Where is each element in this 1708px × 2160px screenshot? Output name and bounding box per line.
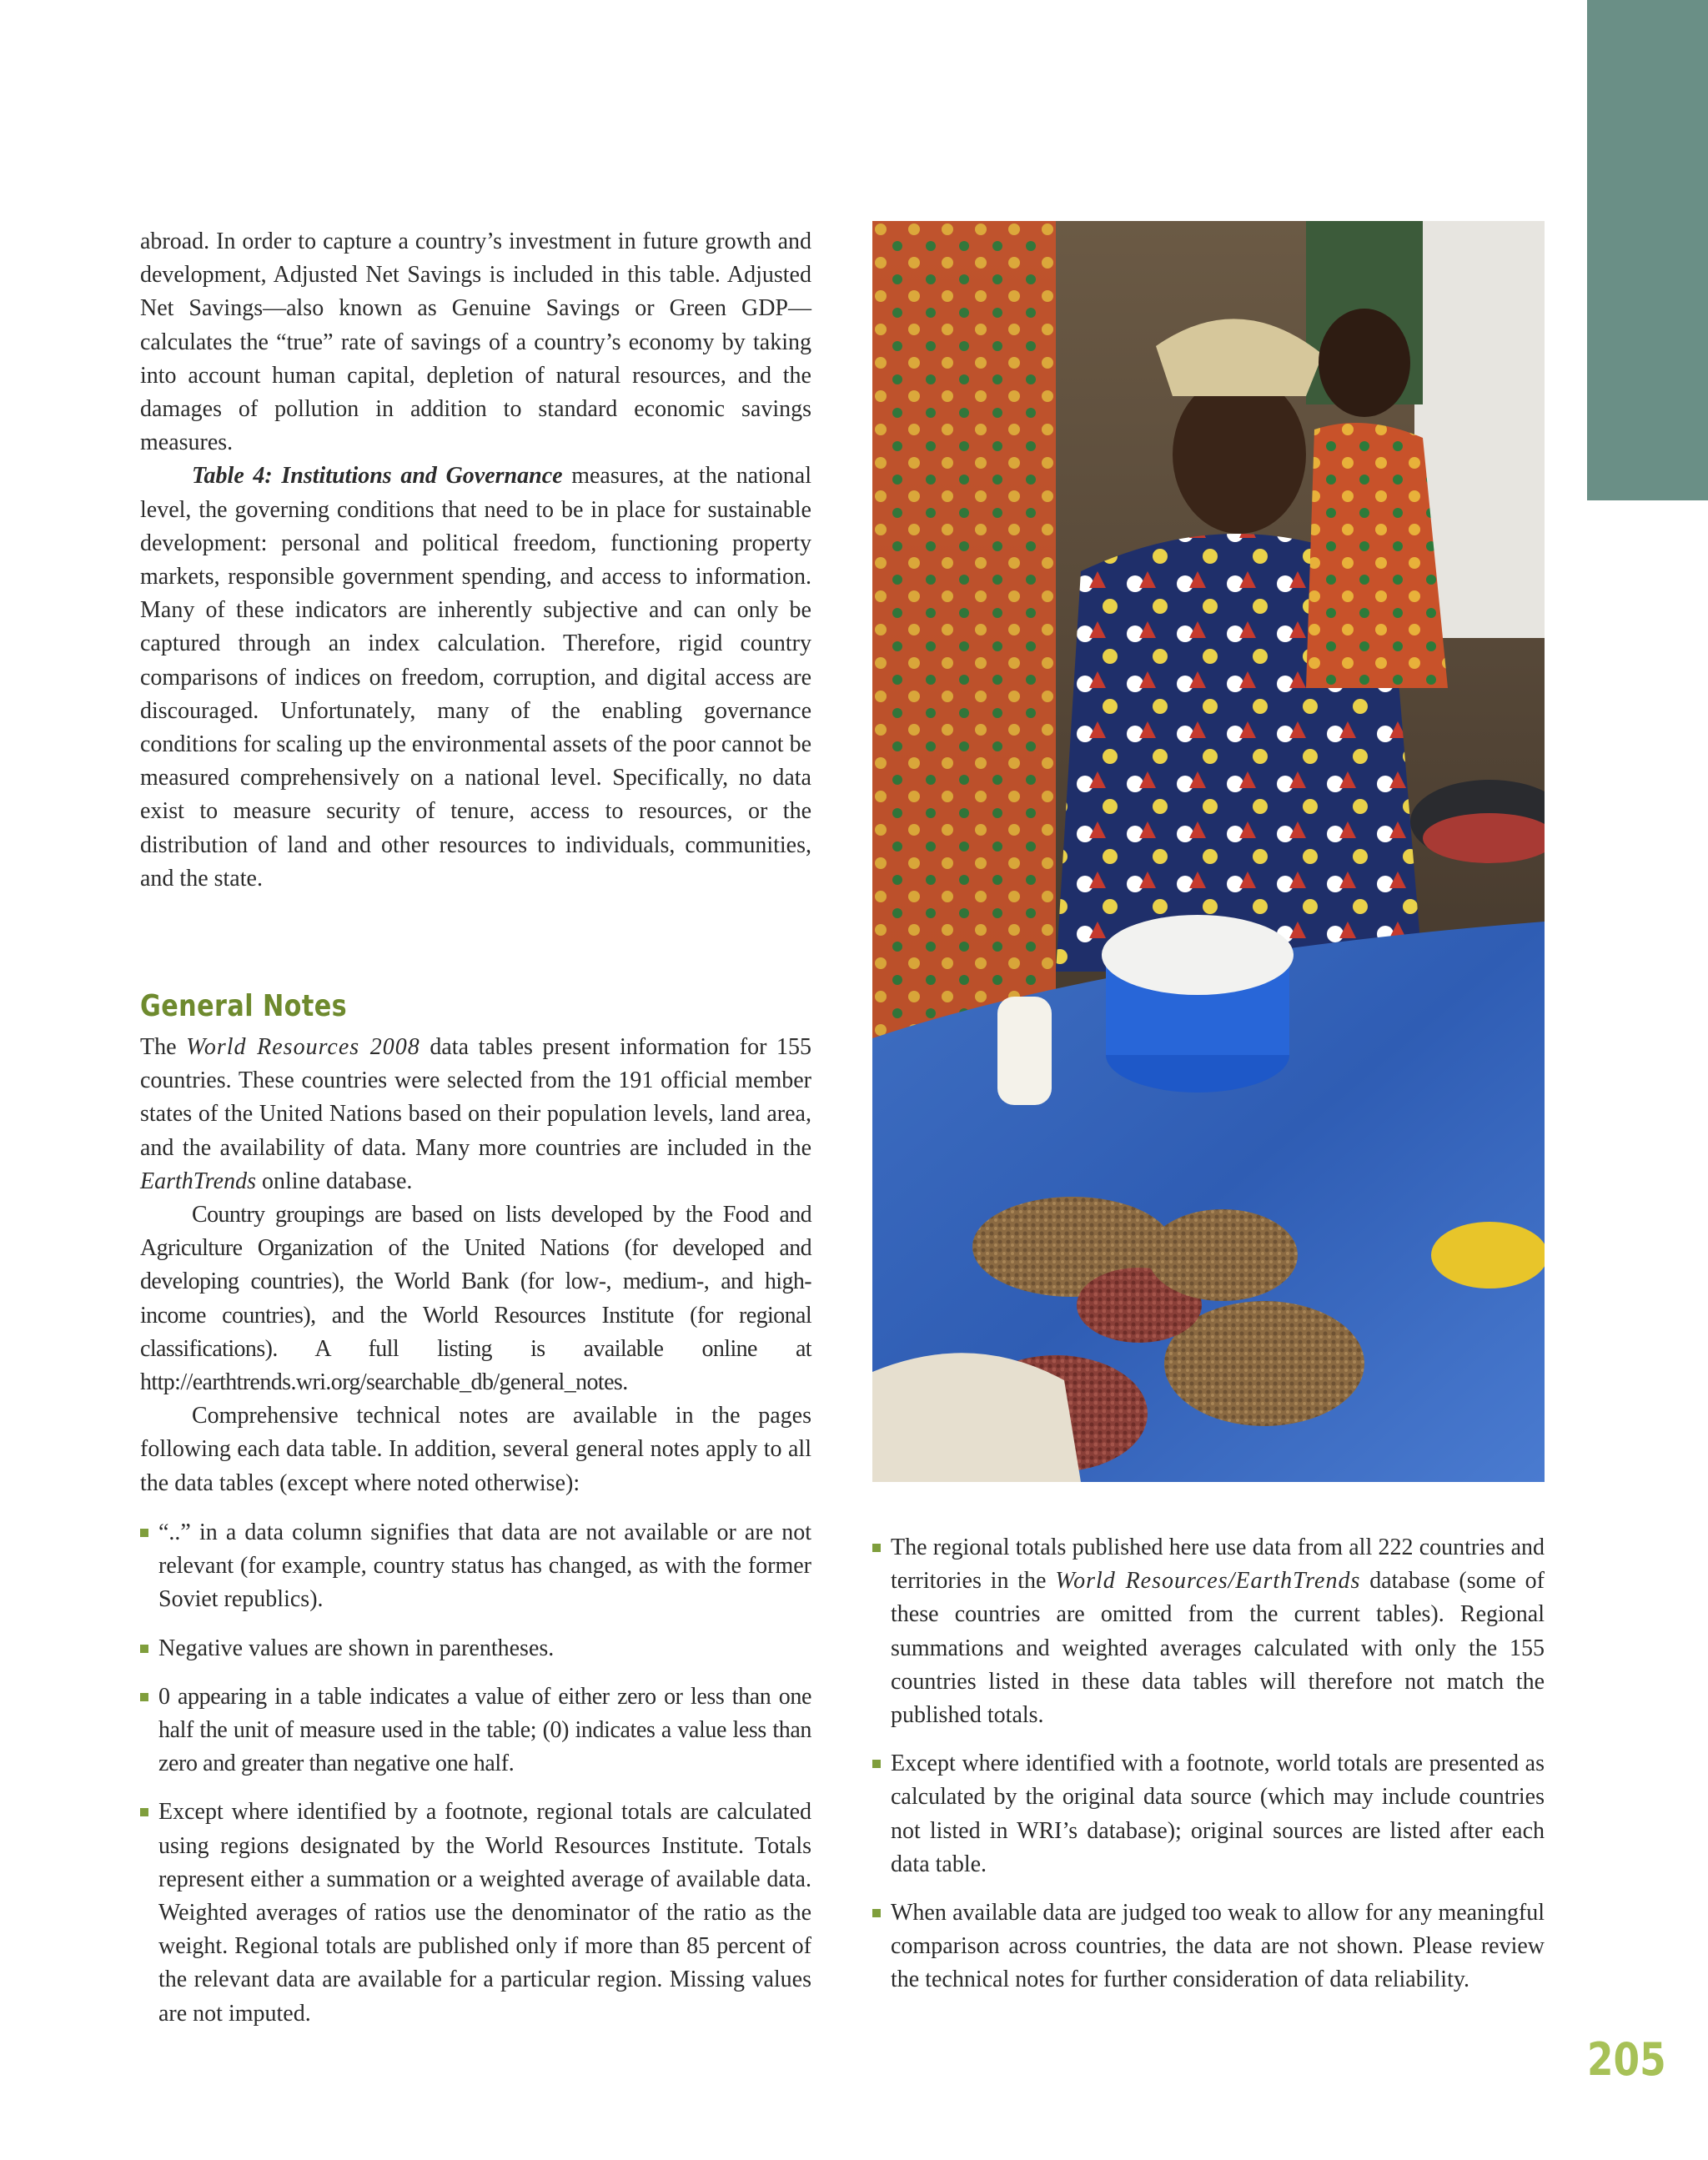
section-tab: [1587, 0, 1708, 500]
general-notes-body: [140, 1031, 811, 1500]
list-item-text: 0 appearing in a table indicates a value of either zero or less than one half the unit of measure used in the table; (0) indicates a value less than zero and greater than negative one half.: [158, 1683, 811, 1777]
general-notes-heading: General Notes: [140, 989, 348, 1023]
general-notes-paragraph-1: [140, 1031, 811, 1198]
general-notes-paragraph-2: Country groupings are based on lists developed by the Food and Agriculture Organization of the United Nations (for developed and developing countries), the World Bank (for low-, medium-, and high-income countries), and the World Resources Institute (for regional classifications). A full listing is available online at http://earthtrends.wri.org/searchable_db/general_notes.: [140, 1202, 811, 1396]
list-item-text: database (some of these countries are omitted from the current tables). Regional summations and weighted averages calculated with only the 155 countries listed in these data tables will therefore not match the published totals.: [891, 1568, 1545, 1729]
list-item: [872, 1896, 1545, 1997]
market-photo: [872, 221, 1545, 1482]
list-item-text: The regional totals published here use data from all 222 countries and territories in the: [891, 1535, 1545, 1595]
body-paragraph-2: [140, 460, 811, 896]
list-item: [140, 1680, 811, 1781]
list-item: [140, 1632, 811, 1665]
notes-list-left: [140, 1516, 811, 2046]
square-bullet-icon: [872, 1544, 881, 1552]
list-item-text: When available data are judged too weak to allow for any meaningful comparison across countries, the data are not shown. Please review the technical notes for further consideration of data reliability.: [891, 1900, 1545, 1993]
gn-text: The: [140, 1034, 187, 1060]
list-item: [140, 1516, 811, 1617]
body-paragraph-1: abroad. In order to capture a country’s investment in future growth and development, Adjusted Net Savings is included in this table. Adjusted Net Savings—also known as Genuine Savings or Green GDP—calculates the “true” rate of savings of a country’s economy by taking into account human capital, depletion of natural resources, and the damages of pollution in addition to standard economic savings measures.: [140, 229, 811, 456]
page-number: 205: [1587, 2033, 1666, 2086]
market-photo-illustration: [872, 221, 1545, 1482]
gn-text: data tables present information for 155 countries. These countries were selected from the 191 official member states of the United Nations based on their population levels, land area, and the availability of data. Many more countries are included in the: [140, 1034, 811, 1161]
publication-title: World Resources 2008: [186, 1034, 420, 1060]
database-name: EarthTrends: [140, 1168, 256, 1194]
list-item-text: “..” in a data column signifies that data are not available or are not relevant (for example, country status has changed, as with the former Soviet republics).: [158, 1520, 811, 1613]
square-bullet-icon: [140, 1693, 148, 1701]
list-item-text: Except where identified with a footnote, world totals are presented as calculated by the original data source (which may include countries not listed in WRI’s database); original sources are listed after each data table.: [891, 1751, 1545, 1877]
list-item: [140, 1796, 811, 2030]
square-bullet-icon: [140, 1529, 148, 1537]
gn-text: online database.: [256, 1168, 413, 1194]
list-item-text: Except where identified by a footnote, regional totals are calculated using regions designated by the World Resources Institute. Totals represent either a summation or a weighted average of available data. Weighted averages of ratios use the denominator of the ratio as the weight. Regional totals are published only if more than 85 percent of the relevant data are available for a particular region. Missing values are not imputed.: [158, 1799, 811, 2027]
list-item: [872, 1747, 1545, 1881]
square-bullet-icon: [872, 1909, 881, 1917]
square-bullet-icon: [140, 1808, 148, 1816]
list-item: [872, 1531, 1545, 1732]
database-name: World Resources/EarthTrends: [1055, 1568, 1361, 1595]
table-4-title: Table 4: Institutions and Governance: [192, 463, 563, 490]
notes-list-right: [872, 1531, 1545, 2012]
general-notes-paragraph-3: Comprehensive technical notes are available in the pages following each data table. In addition, several general notes apply to all the data tables (except where noted otherwise):: [140, 1403, 811, 1496]
table-4-description: measures, at the national level, the governing conditions that need to be in place for sustainable development: personal and political freedom, functioning property markets, responsible government spending, and access to information. Many of these indicators are inherently subjective and can only be captured through an index calculation. Therefore, rigid country comparisons of indices on freedom, corruption, and digital access are discouraged. Unfortunately, many of the enabling governance conditions for scaling up the environmental assets of the poor cannot be measured comprehensively on a national level. Specifically, no data exist to measure security of tenure, access to resources, or the distribution of land and other resources to individuals, communities, and the state.: [140, 463, 811, 892]
list-item-text: Negative values are shown in parentheses.: [158, 1635, 555, 1661]
body-column: [140, 225, 811, 896]
square-bullet-icon: [140, 1645, 148, 1653]
square-bullet-icon: [872, 1760, 881, 1768]
